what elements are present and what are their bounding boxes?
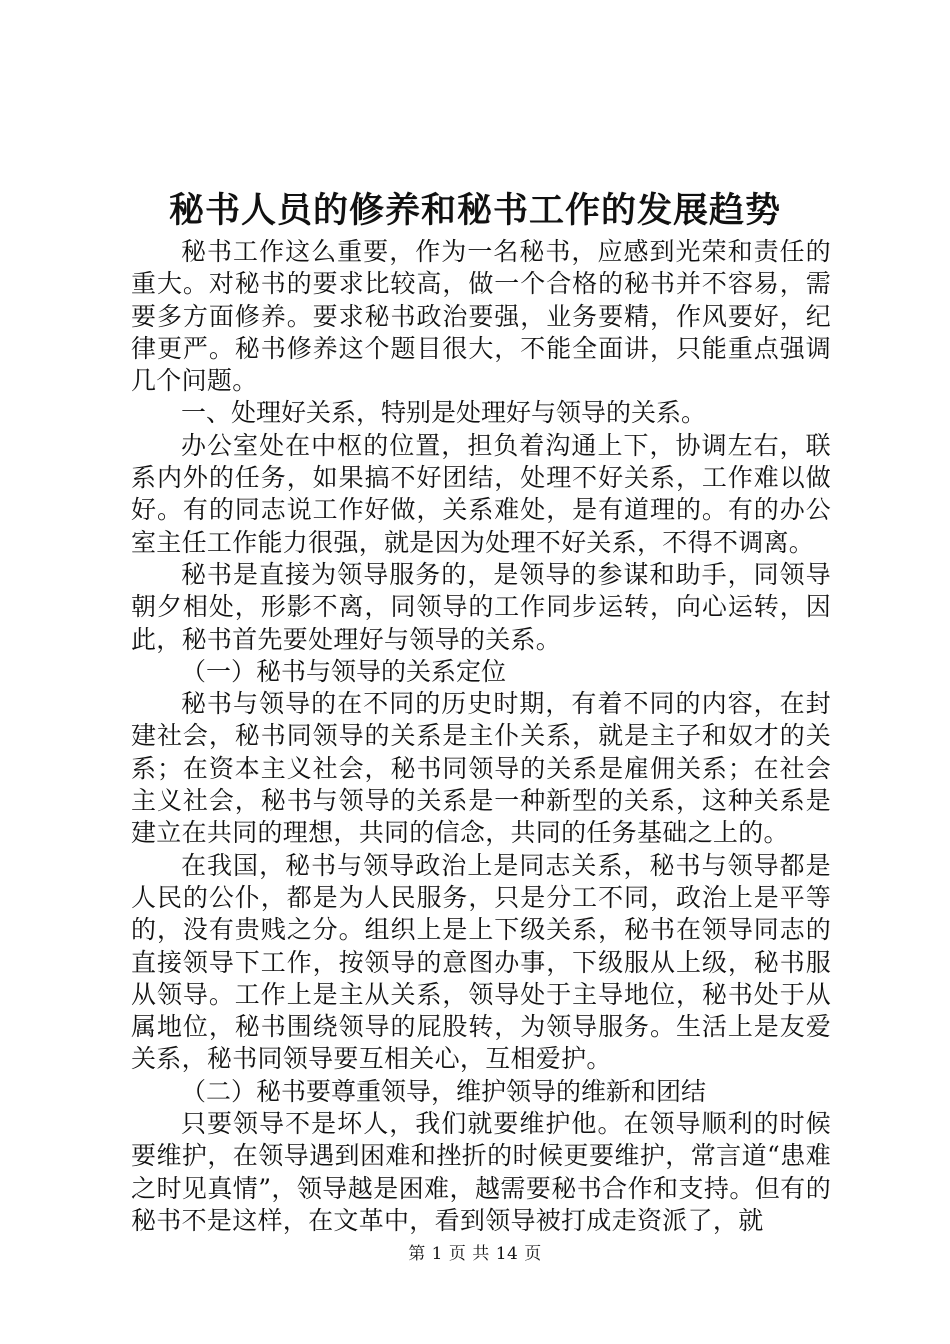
paragraph-secretary-service: 秘书是直接为领导服务的，是领导的参谋和助手，同领导朝夕相处，形影不离，同领导的工作同步运转，向心运转，因此，秘书首先要处理好与领导的关系。 <box>131 559 831 654</box>
paragraph-intro: 秘书工作这么重要，作为一名秘书，应感到光荣和责任的重大。对秘书的要求比较高，做一个合格的秘书并不容易，需要多方面修养。要求秘书政治要强，业务要精，作风要好，纪律更严。秘书修养这个题目很大，不能全面讲，只能重点强调几个问题。 <box>131 237 831 396</box>
paragraph-support-leader: 只要领导不是坏人，我们就要维护他。在领导顺利的时候要维护，在领导遇到困难和挫折的时候更要维护，常言道“患难之时见真情”，领导越是困难，越需要秘书合作和支持。但有的秘书不是这样，在文革中，看到领导被打成走资派了，就 <box>131 1109 831 1235</box>
paragraph-office-role: 办公室处在中枢的位置，担负着沟通上下，协调左右，联系内外的任务，如果搞不好团结，处理不好关系，工作难以做好。有的同志说工作好做，关系难处，是有道理的。有的办公室主任工作能力很强，就是因为处理不好关系，不得不调离。 <box>131 430 831 557</box>
subsection-heading-2: （二）秘书要尊重领导，维护领导的维新和团结 <box>181 1076 707 1106</box>
document-title: 秘书人员的修养和秘书工作的发展趋势 <box>168 190 781 231</box>
paragraph-china-relations: 在我国，秘书与领导政治上是同志关系，秘书与领导都是人民的公仆，都是为人民服务，只是分工不同，政治上是平等的，没有贵贱之分。组织上是上下级关系，秘书在领导同志的直接领导下工作，按领导的意图办事，下级服从上级，秘书服从领导。工作上是主从关系，领导处于主导地位，秘书处于从属地位，秘书围绕领导的屁股转，为领导服务。生活上是友爱关系，秘书同领导要互相关心，互相爱护。 <box>131 850 831 1074</box>
subsection-heading-1: （一）秘书与领导的关系定位 <box>181 656 507 686</box>
paragraph-history: 秘书与领导的在不同的历史时期，有着不同的内容，在封建社会，秘书同领导的关系是主仆关系，就是主子和奴才的关系；在资本主义社会，秘书同领导的关系是雇佣关系；在社会主义社会，秘书与领导的关系是一种新型的关系，这种关系是建立在共同的理想，共同的信念，共同的任务基础之上的。 <box>131 689 831 848</box>
document-body <box>131 236 831 1237</box>
page-number: 第 1 页 共 14 页 <box>408 1244 542 1264</box>
section-heading-1: 一、处理好关系，特别是处理好与领导的关系。 <box>181 398 707 428</box>
